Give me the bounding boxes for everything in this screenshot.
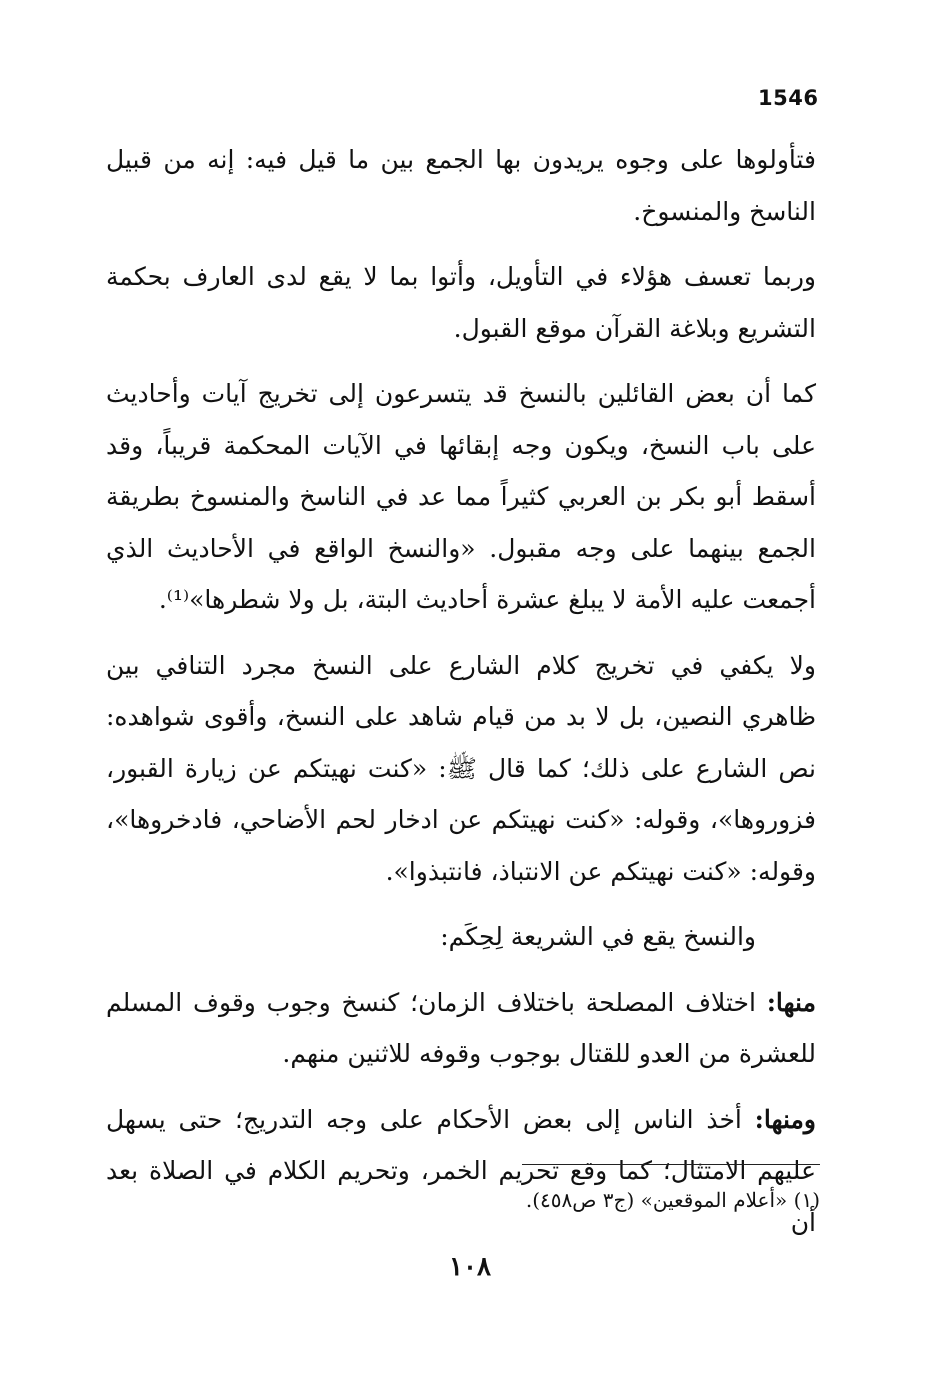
list-item-1 (106, 977, 816, 1080)
paragraph-2: وربما تعسف هؤلاء في التأويل، وأتوا بما لا يقع لدى العارف بحكمة التشريع وبلاغة القرآن موقع القبول. (106, 262, 816, 343)
paragraph-1: فتأولوها على وجوه يريدون بها الجمع بين ما قيل فيه: إنه من قبيل الناسخ والمنسوخ. (106, 145, 816, 226)
list-item-lead: منها: (766, 987, 816, 1017)
paragraph-5: والنسخ يقع في الشريعة لِحِكَم: (440, 922, 756, 951)
list-item-lead: ومنها: (754, 1104, 816, 1134)
footnote: (١) «أعلام الموقعين» (ج٣ ص٤٥٨). (525, 1188, 820, 1212)
list-item-text: أخذ الناس إلى بعض الأحكام على وجه التدريج؛ حتى يسهل عليهم الامتثال؛ كما وقع تحريم الخمر، وتحريم الكلام في الصلاة بعد أن (106, 1104, 816, 1237)
paragraph-4: ولا يكفي في تخريج كلام الشارع على النسخ مجرد التنافي بين ظاهري النصين، بل لا بد من قيام شاهد على النسخ، وأقوى شواهده: نص الشارع على ذلك؛ كما قال ﷺ: «كنت نهيتكم عن زيارة القبور، فزوروها»، وقوله: «كنت نهيتكم عن ادخار لحم الأضاحي، فادخروها»، وقوله: «كنت نهيتكم عن الانتباذ، فانتبذوا». (106, 650, 816, 886)
page-number-bottom: ١٠٨ (449, 1252, 491, 1282)
body-text (106, 134, 816, 1262)
paragraph-3: كما أن بعض القائلين بالنسخ قد يتسرعون إلى تخريج آيات وأحاديث على باب النسخ، ويكون وجه إبقائها في الآيات المحكمة قريباً، وقد أسقط أبو بكر بن العربي كثيراً مما عد في الناسخ والمنسوخ بطريقة الجمع بينهما على وجه مقبول. «والنسخ الواقع في الأحاديث الذي أجمعت عليه الأمة لا يبلغ عشرة أحاديث البتة، بل ولا شطرها»⁽¹⁾. (106, 379, 816, 614)
list-item-text: اختلاف المصلحة باختلاف الزمان؛ كنسخ وجوب وقوف المسلم للعشرة من العدو للقتال بوجوب وقوفه للاثنين منهم. (106, 987, 816, 1068)
list-item-2 (106, 1094, 816, 1249)
page-number-top: 1546 (758, 86, 819, 110)
footnote-divider (522, 1164, 820, 1165)
